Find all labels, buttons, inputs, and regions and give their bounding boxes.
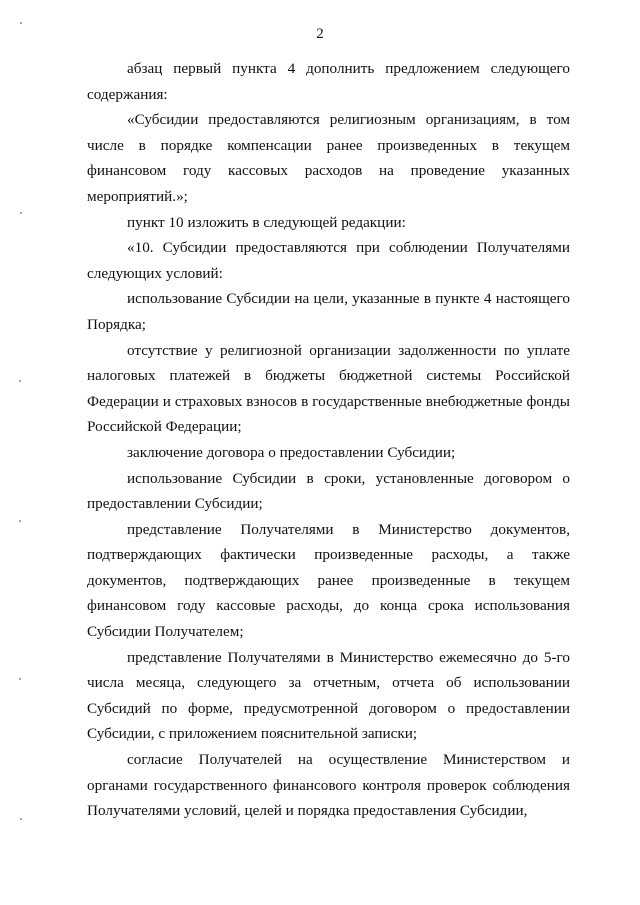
scan-mark: [19, 520, 21, 522]
paragraph-subsidy-quote: «Субсидии предоставляются религиозным организациям, в том числе в порядке компенсации ранее произведенных в текущем финансовом году кассовых расходов на проведение указанных мероприятий.»;: [87, 111, 570, 205]
scan-mark: [20, 818, 22, 820]
paragraph-condition-documents: представление Получателями в Министерство документов, подтверждающих фактически произведенные расходы, а также документов, подтверждающих ранее произведенные в текущем финансовом году кассовые расходы, до конца срока использования Субсидии Получателем;: [87, 520, 570, 641]
paragraph-condition-monthly-report: представление Получателями в Министерство ежемесячно до 5-го числа месяца, следующего за отчетным, отчета об использовании Субсидий по форме, предусмотренной договором о предоставлении Субсидии, с приложением пояснительной записки;: [87, 648, 570, 743]
paragraph-point-10-intro: пункт 10 изложить в следующей редакции:: [127, 213, 406, 231]
paragraph-condition-deadlines: использование Субсидии в сроки, установленные договором о предоставлении Субсидии;: [87, 469, 570, 513]
scan-mark: [20, 22, 22, 24]
scan-mark: [19, 380, 21, 382]
paragraph-point-10-heading: «10. Субсидии предоставляются при соблюдении Получателями следующих условий:: [87, 239, 570, 282]
page-number: 2: [316, 26, 324, 42]
paragraph-condition-agreement: заключение договора о предоставлении Субсидии;: [127, 443, 456, 461]
paragraph-amendment-intro: абзац первый пункта 4 дополнить предложением следующего содержания:: [87, 60, 570, 103]
document-body: [87, 56, 570, 824]
scan-mark: [19, 678, 21, 680]
paragraph-condition-purpose: использование Субсидии на цели, указанные в пункте 4 настоящего Порядка;: [87, 290, 570, 333]
paragraph-condition-consent: согласие Получателей на осуществление Министерством и органами государственного финансового контроля проверок соблюдения Получателями условий, целей и порядка предоставления Субсидии,: [87, 751, 570, 820]
scan-mark: [20, 212, 22, 214]
paragraph-condition-no-debt: отсутствие у религиозной организации задолженности по уплате налоговых платежей в бюджеты бюджетной системы Российской Федерации и страховых взносов в государственные внебюджетные фонды Российской Федерации;: [87, 341, 570, 436]
